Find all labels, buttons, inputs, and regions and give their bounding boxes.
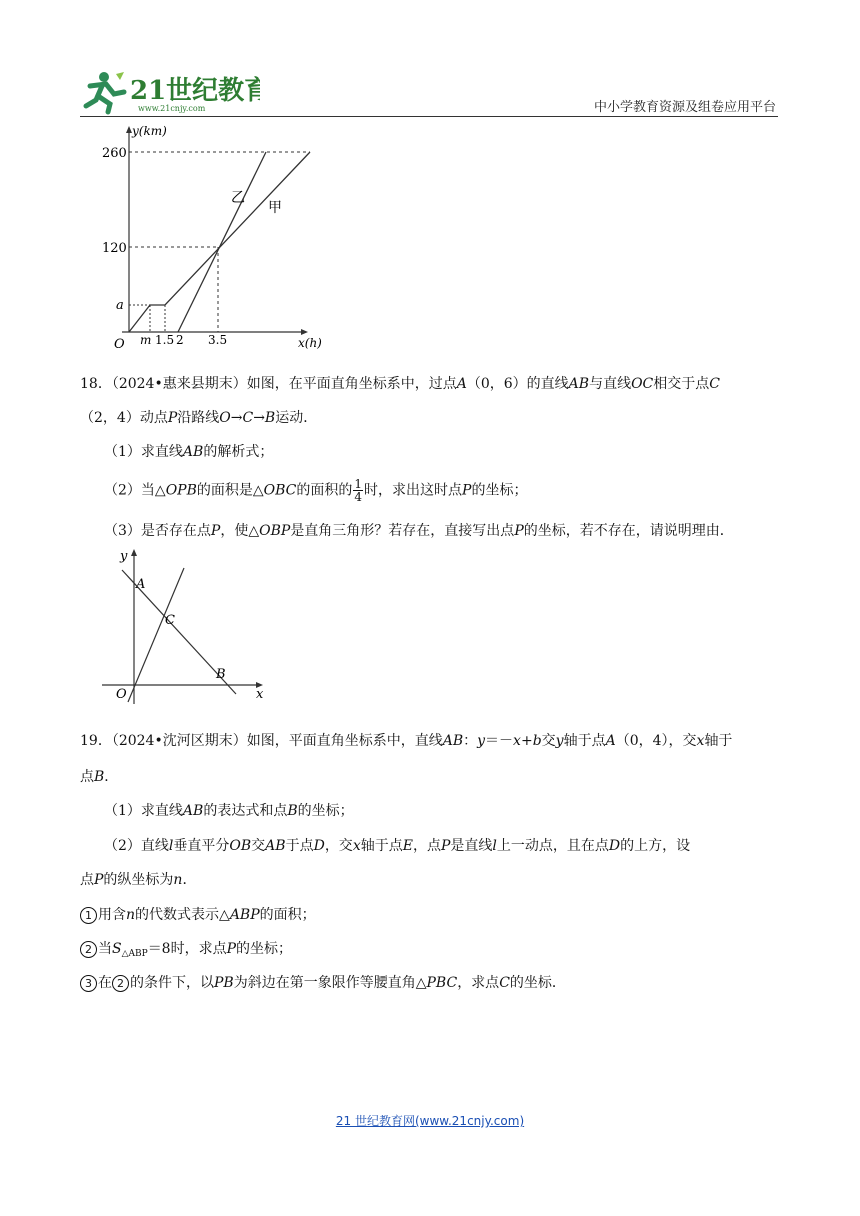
tick-120: 120 xyxy=(102,241,127,256)
fig2-y-label: y xyxy=(120,549,128,564)
q19-part2-line1: （2）直线l垂直平分OB交AB于点D，交x轴于点E，点P是直线l上一动点，且在点D的上方，设 xyxy=(104,838,691,854)
logo-text: 21世纪教育 xyxy=(130,76,260,106)
fig2-point-a: A xyxy=(136,577,146,592)
tick-m: m xyxy=(140,333,152,347)
header-right-text: 中小学教育资源及组卷应用平台 xyxy=(593,100,776,115)
q18-part3: （3）是否存在点P，使△OBP是直角三角形？若存在，直接写出点P的坐标，若不存在，请说明理由． xyxy=(104,523,734,539)
line-label-yi: 乙 xyxy=(231,190,245,206)
fig2-x-label: x xyxy=(256,687,264,702)
fig2-point-b: B xyxy=(216,667,226,682)
q19-part2-line2: 点P的纵坐标为n． xyxy=(80,872,197,888)
origin-label: O xyxy=(114,337,125,352)
tick-a: a xyxy=(116,298,124,313)
q19-line1: 19．（2024•沈河区期末）如图，平面直角坐标系中，直线AB：y＝－x+b交y轴于点A（0，4），交x轴于 xyxy=(80,733,733,749)
logo-url: www.21cnjy.com xyxy=(138,104,206,113)
q18-part1: （1）求直线AB的解析式； xyxy=(104,444,274,460)
q19-sub1: 1 用含n的代数式表示△ABP的面积； xyxy=(80,905,776,925)
fig2-point-c: C xyxy=(165,613,175,628)
footer xyxy=(0,1112,860,1129)
y-axis-label: y(km) xyxy=(132,124,167,138)
header-divider xyxy=(80,116,778,117)
site-logo xyxy=(80,66,260,116)
q18-line1: 18．（2024•惠来县期末）如图，在平面直角坐标系中，过点A（0，6）的直线AB与直线OC相交于点C xyxy=(80,376,720,392)
tick-1-5: 1.5 xyxy=(155,333,175,347)
q19-sub3: 3 在 2 的条件下，以PB为斜边在第一象限作等腰直角△PBC，求点C的坐标． xyxy=(80,973,776,993)
x-axis-label: x(h) xyxy=(298,336,322,350)
figure-distance-time xyxy=(100,122,340,358)
line-label-jia: 甲 xyxy=(268,200,282,216)
q18-line2: （2，4）动点P沿路线O→C→B运动． xyxy=(80,410,318,426)
fraction-one-quarter: $\frac{1}{4}$ xyxy=(354,477,363,504)
fig2-origin: O xyxy=(116,687,127,702)
q19-part1: （1）求直线AB的表达式和点B的坐标； xyxy=(104,803,354,819)
q19-sub2: 2 当$S_{\triangle ABP}=8$时，求点P的坐标； xyxy=(80,939,776,964)
q19-line2: 点B． xyxy=(80,769,119,785)
tick-260: 260 xyxy=(102,146,127,161)
tick-2: 2 xyxy=(176,333,184,347)
runner-icon xyxy=(86,72,124,112)
figure-coordinate-lines xyxy=(98,544,274,722)
circled-number-1: 1 xyxy=(80,907,97,924)
circled-number-2-ref: 2 xyxy=(112,975,129,992)
tick-3-5: 3.5 xyxy=(208,333,228,347)
circled-number-2: 2 xyxy=(80,941,97,958)
circled-number-3: 3 xyxy=(80,975,97,992)
q18-part2: （2）当△OPB的面积是△OBC的面积的 $\frac{1}{4}$ 时，求出这时点P的坐标； xyxy=(104,477,528,504)
footer-link[interactable]: 21 世纪教育网(www.21cnjy.com) xyxy=(335,1114,525,1128)
